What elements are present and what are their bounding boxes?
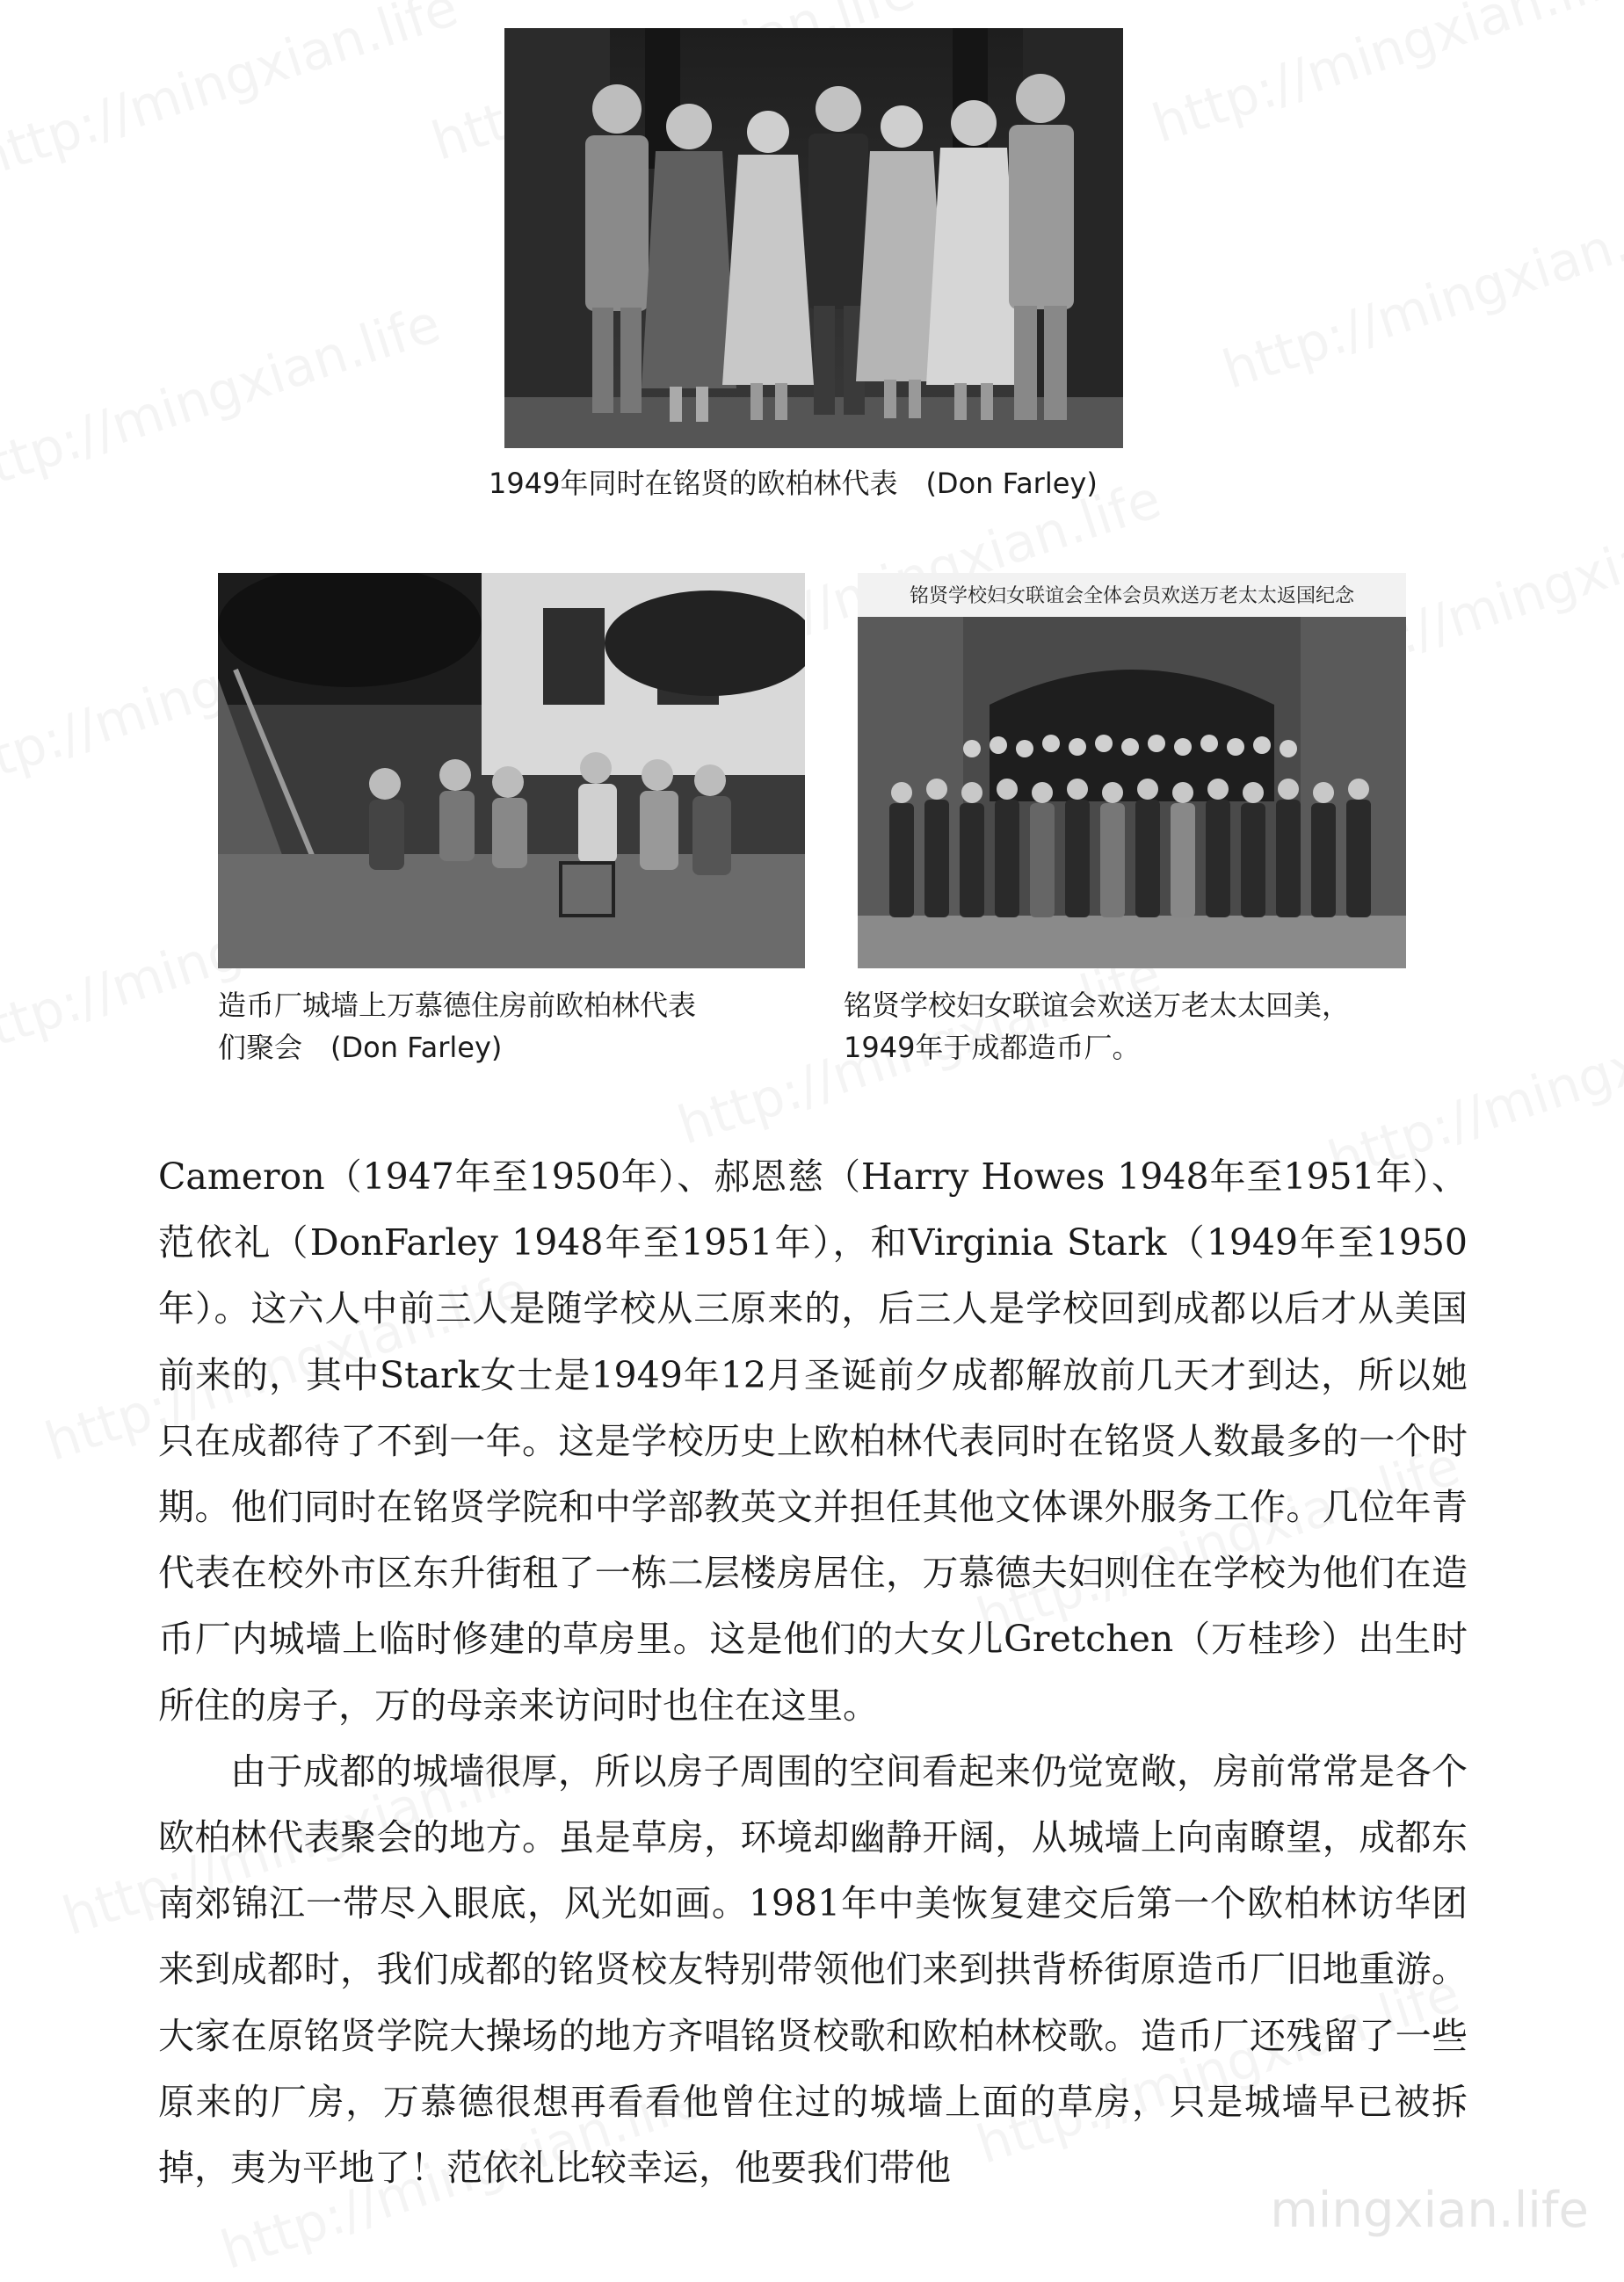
banner-text: 铭贤学校妇女联谊会全体会员欢送万老太太返国纪念 [909, 585, 1355, 607]
photo-caption: 造币厂城墙上万慕德住房前欧柏林代表 们聚会 (Don Farley) [218, 989, 697, 1064]
photo-illustration [504, 28, 1123, 448]
watermark [1145, 0, 1624, 156]
watermark [0, 293, 447, 506]
paragraph: Cameron（1947年至1950年）、郝恩慈（Harry Howes 1948年至1951年）、范依礼（DonFarley 1948年至1951年），和Virginia Stark（1949年至1950年）。这六人中前三人是随学校从三原来的，后三人是学校回到成都以后才从美国前来的，其中Stark女士是1949年12月圣诞前夕成都解放前几天才到达，所以她只在成都待了不到一年。这是学校历史上欧柏林代表同时在铭贤人数最多的一个时期。他们同时在铭贤学院和中学部教英文并担任其他文体课外服务工作。几位年青代表在校外市区东升街租了一栋二层楼房居住，万慕德夫妇则住在学校为他们在造币厂内城墙上临时修建的草房里。这是他们的大女儿Gretchen（万桂珍）出生时所住的房子，万的母亲来访问时也住在这里。 [158, 1155, 1468, 1727]
photo-womens-association-farewell [858, 573, 1406, 968]
photo-caption: 1949年同时在铭贤的欧柏林代表 (Don Farley) [489, 467, 1098, 500]
article-body [158, 1144, 1468, 2201]
paragraph: 由于成都的城墙很厚，所以房子周围的空间看起来仍觉宽敞，房前常常是各个欧柏林代表聚会的地方。虽是草房，环境却幽静开阔，从城墙上向南瞭望，成都东南郊锦江一带尽入眼底，风光如画。1981年中美恢复建交后第一个欧柏林访华团来到成都时，我们成都的铭贤校友特别带领他们来到拱背桥街原造币厂旧地重游。大家在原铭贤学院大操场的地方齐唱铭贤校歌和欧柏林校歌。造币厂还残留了一些原来的厂房，万慕德很想再看看他曾住过的城墙上面的草房，只是城墙早已被拆掉，夷为平地了！范依礼比较幸运，他要我们带他 [158, 1750, 1468, 2190]
photo-garden-gathering [218, 573, 805, 968]
brand-watermark: mingxian.life [1270, 2182, 1589, 2239]
photo-caption: 铭贤学校妇女联谊会欢送万老太太回美， 1949年于成都造币厂。 [844, 989, 1351, 1064]
photo-illustration [218, 573, 805, 968]
watermark [0, 0, 465, 191]
watermark [1215, 187, 1624, 401]
photo-illustration [858, 573, 1406, 968]
photo-oberlin-representatives-1949 [504, 28, 1123, 448]
